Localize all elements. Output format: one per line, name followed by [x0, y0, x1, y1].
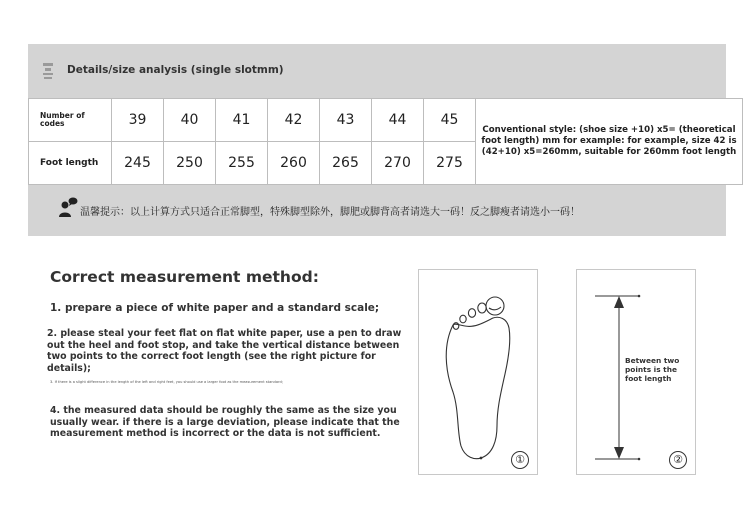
method-step-1: 1. prepare a piece of white paper and a standard scale;: [50, 302, 380, 314]
tip-text: 温馨提示：以上计算方式只适合正常脚型，特殊脚型除外，脚肥或脚背高者请选大一码！反之脚瘦者请选小一码！: [80, 207, 580, 218]
foot-outline-figure: [418, 269, 538, 475]
foot-length-label: Between two points is the foot length: [625, 356, 680, 383]
measurement-figure: [576, 269, 696, 475]
length-cell: 275: [424, 142, 476, 185]
length-cell: 255: [216, 142, 268, 185]
table-row: [29, 99, 743, 142]
figure-number-2: ②: [669, 451, 687, 469]
row-label-foot-length: Foot length: [29, 142, 112, 185]
size-cell: 43: [320, 99, 372, 142]
length-cell: 250: [164, 142, 216, 185]
details-header: [28, 44, 726, 98]
conversion-note: Conventional style: (shoe size +10) x5= (theoretical foot length) mm for example: for example, size 42 is (42+10) x5=260mm, suitable for 260mm foot length: [476, 99, 743, 185]
size-cell: 41: [216, 99, 268, 142]
size-cell: 40: [164, 99, 216, 142]
brand-logo: [41, 60, 55, 82]
row-label-codes: Number of codes: [29, 99, 112, 142]
logo-icon: [41, 60, 55, 82]
method-step-2: 2. please steal your feet flat on flat white paper, use a pen to draw out the heel and foot stop, and take the vertical distance between two points to the correct foot length (see the right picture for details);: [47, 328, 402, 374]
method-step-4: 4. the measured data should be roughly the same as the size you usually wear. if there is a large deviation, please indicate that the measurement method is incorrect or the data is not sufficient.: [50, 405, 400, 439]
length-cell: 245: [112, 142, 164, 185]
size-cell: 39: [112, 99, 164, 142]
tip-bar: [28, 185, 726, 236]
user-speech-icon: [57, 196, 79, 218]
method-step-3: 3. If there is a slight difference in the length of the left and right feet, you should use a larger foot as the measurement standard;: [50, 380, 283, 384]
details-title: Details/size analysis (single slotmm): [67, 64, 284, 76]
size-cell: 45: [424, 99, 476, 142]
method-title: Correct measurement method:: [50, 268, 319, 286]
length-cell: 270: [372, 142, 424, 185]
size-table: [28, 98, 743, 185]
foot-outline-icon: [419, 270, 537, 474]
figure-number-1: ①: [511, 451, 529, 469]
length-cell: 265: [320, 142, 372, 185]
length-cell: 260: [268, 142, 320, 185]
size-cell: 44: [372, 99, 424, 142]
size-cell: 42: [268, 99, 320, 142]
